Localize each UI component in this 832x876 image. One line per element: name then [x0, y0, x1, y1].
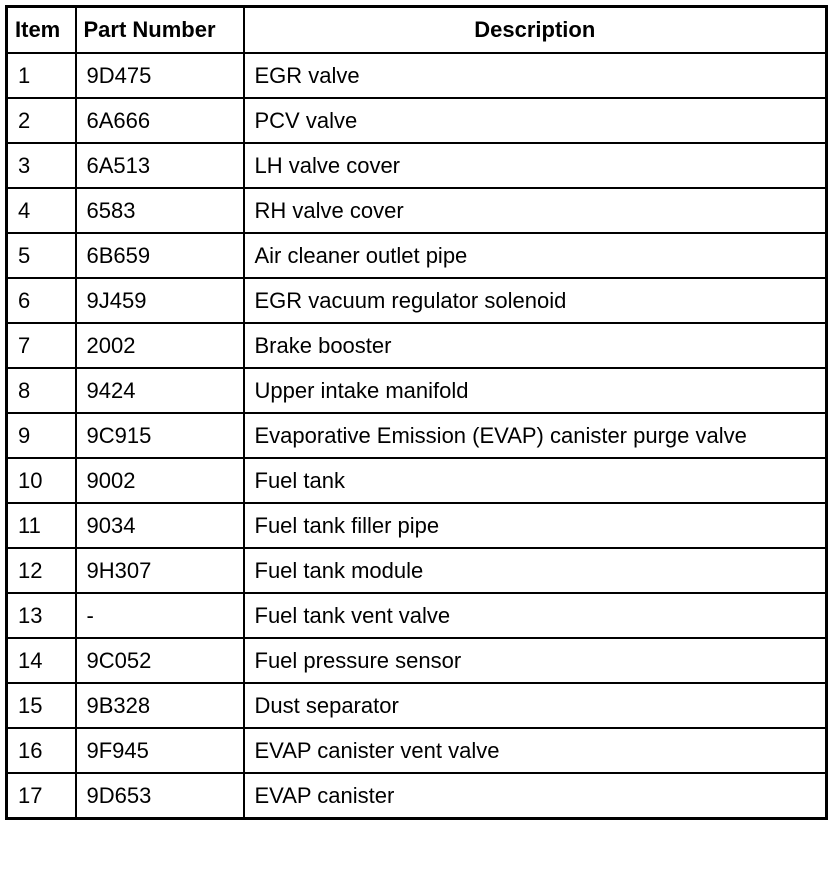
- cell-part-number: 6B659: [76, 233, 244, 278]
- cell-item: 14: [7, 638, 76, 683]
- table-row: [7, 323, 827, 368]
- cell-description: EVAP canister: [244, 773, 827, 819]
- table-row: [7, 188, 827, 233]
- cell-part-number: 9J459: [76, 278, 244, 323]
- cell-description: Upper intake manifold: [244, 368, 827, 413]
- cell-part-number: 9C915: [76, 413, 244, 458]
- table-row: [7, 143, 827, 188]
- parts-table: [5, 5, 828, 820]
- table-row: [7, 728, 827, 773]
- table-row: [7, 773, 827, 819]
- table-row: [7, 548, 827, 593]
- cell-part-number: 9H307: [76, 548, 244, 593]
- cell-item: 3: [7, 143, 76, 188]
- cell-item: 13: [7, 593, 76, 638]
- cell-part-number: -: [76, 593, 244, 638]
- cell-item: 7: [7, 323, 76, 368]
- cell-item: 16: [7, 728, 76, 773]
- cell-description: Air cleaner outlet pipe: [244, 233, 827, 278]
- cell-description: Fuel tank module: [244, 548, 827, 593]
- cell-part-number: 2002: [76, 323, 244, 368]
- cell-part-number: 9D653: [76, 773, 244, 819]
- cell-item: 12: [7, 548, 76, 593]
- table-body: [7, 53, 827, 819]
- table-row: [7, 638, 827, 683]
- cell-part-number: 9034: [76, 503, 244, 548]
- parts-table-container: [5, 5, 828, 820]
- cell-description: Evaporative Emission (EVAP) canister purge valve: [244, 413, 827, 458]
- cell-item: 9: [7, 413, 76, 458]
- cell-part-number: 6A513: [76, 143, 244, 188]
- cell-description: Fuel tank filler pipe: [244, 503, 827, 548]
- header-part-number: Part Number: [76, 7, 244, 54]
- cell-description: EVAP canister vent valve: [244, 728, 827, 773]
- cell-description: Fuel pressure sensor: [244, 638, 827, 683]
- cell-description: EGR valve: [244, 53, 827, 98]
- table-row: [7, 593, 827, 638]
- cell-part-number: 9B328: [76, 683, 244, 728]
- table-row: [7, 98, 827, 143]
- header-item: Item: [7, 7, 76, 54]
- cell-description: LH valve cover: [244, 143, 827, 188]
- cell-description: Fuel tank: [244, 458, 827, 503]
- table-row: [7, 233, 827, 278]
- table-row: [7, 53, 827, 98]
- cell-part-number: 9002: [76, 458, 244, 503]
- table-row: [7, 413, 827, 458]
- cell-description: PCV valve: [244, 98, 827, 143]
- cell-item: 5: [7, 233, 76, 278]
- cell-item: 8: [7, 368, 76, 413]
- cell-item: 4: [7, 188, 76, 233]
- cell-description: EGR vacuum regulator solenoid: [244, 278, 827, 323]
- table-row: [7, 278, 827, 323]
- cell-item: 17: [7, 773, 76, 819]
- cell-part-number: 9D475: [76, 53, 244, 98]
- table-row: [7, 458, 827, 503]
- cell-part-number: 9F945: [76, 728, 244, 773]
- table-row: [7, 503, 827, 548]
- header-description: Description: [244, 7, 827, 54]
- cell-item: 10: [7, 458, 76, 503]
- cell-part-number: 6583: [76, 188, 244, 233]
- table-row: [7, 368, 827, 413]
- cell-description: Fuel tank vent valve: [244, 593, 827, 638]
- header-row: [7, 7, 827, 54]
- cell-part-number: 6A666: [76, 98, 244, 143]
- table-row: [7, 683, 827, 728]
- cell-description: Brake booster: [244, 323, 827, 368]
- cell-item: 1: [7, 53, 76, 98]
- table-header: [7, 7, 827, 54]
- cell-part-number: 9424: [76, 368, 244, 413]
- cell-description: Dust separator: [244, 683, 827, 728]
- cell-item: 2: [7, 98, 76, 143]
- cell-part-number: 9C052: [76, 638, 244, 683]
- cell-item: 6: [7, 278, 76, 323]
- cell-item: 11: [7, 503, 76, 548]
- cell-description: RH valve cover: [244, 188, 827, 233]
- cell-item: 15: [7, 683, 76, 728]
